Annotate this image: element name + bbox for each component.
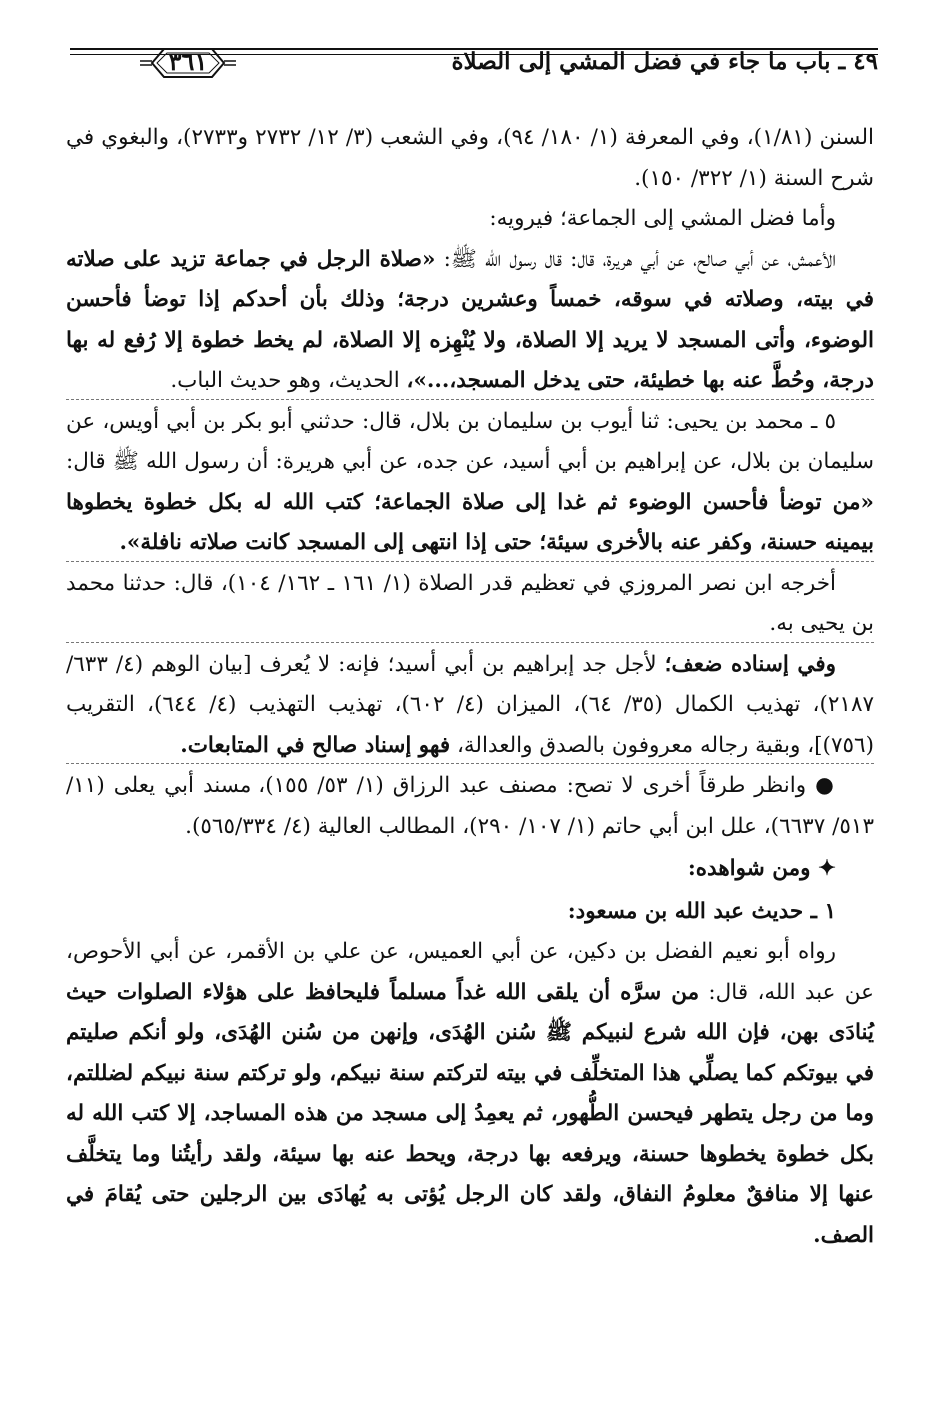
heading-supporting-evidence (66, 849, 874, 890)
page-header (70, 44, 878, 88)
bold-text-segment: «صلاة الرجل في جماعة تزيد على صلاته في بيته، وصلاته في سوقه، خمساً وعشرين درجة؛ وذلك بأن أحدكم إذا توضأ فأحسن الوضوء، وأتى المسجد لا يريد إلا الصلاة، ولا يُنْهِزه إلا الصلاة، لم يخط خطوة إلا رُفع له بها درجة، وحُطَّ عنه بها خطيئة، حتى يدخل المسجد،...»، (66, 246, 874, 393)
text-segment: لأجل جد إبراهيم بن أبي أسيد؛ فإنه: لا يُعرف [بيان الوهم (٤/ ٦٣٣/ ٢١٨٧)، تهذيب الكمال (٣٥/ ٦٤)، الميزان (٤/ ٦٠٢)، تهذيب التهذيب (٤/ ٦٤٤)، التقريب (٧٥٦)]، وبقية رجاله معروفون بالصدق والعدالة، (66, 651, 875, 758)
text-segment: السنن (١/٨١)، وفي المعرفة (١/ ١٨٠/ ٩٤)، وفي الشعب (٣/ ١٢/ ٢٧٣٢ و٢٧٣٣)، والبغوي في شرح السنة (١/ ٣٢٢/ ١٥٠). (66, 125, 875, 191)
paragraph-ibn-masud-hadith (66, 932, 874, 1256)
text-segment: أخرجه ابن نصر المروزي في تعظيم قدر الصلاة (١/ ١٦١ ـ ١٦٢/ ١٠٤)، قال: حدثنا محمد بن يحيى به. (66, 570, 874, 636)
header-rule (70, 48, 878, 50)
bold-text-segment: ١ ـ حديث عبد الله بن مسعود: (567, 898, 836, 924)
bold-text-segment: ✦ ومن شواهده: (687, 856, 836, 881)
text-segment: وأما فضل المشي إلى الجماعة؛ فيرويه: (489, 206, 836, 231)
paragraph-takhrij (66, 564, 874, 645)
text-segment: الحديث، وهو حديث الباب. (170, 368, 407, 393)
bold-text-segment: وفي إسناده ضعف؛ (664, 651, 837, 677)
paragraph-isnad-weakness (66, 645, 874, 767)
text-segment: ٥ ـ محمد بن يحيى: ثنا أيوب بن سليمان بن بلال، قال: حدثني أبو بكر بن أبي أويس، عن سليمان بن بلال، عن إبراهيم بن أبي أسيد، عن جده، عن أبي هريرة: أن رسول الله ﷺ قال: (66, 408, 874, 474)
page-body (66, 118, 874, 1256)
header-rule-thin (70, 54, 878, 55)
bold-text-segment: فهو إسناد صالح في المتابعات. (180, 732, 451, 758)
bold-text-segment: من سرَّه أن يلقى الله غداً مسلماً فليحافظ على هؤلاء الصلوات حيث يُنادَى بهن، فإن الله شرع لنبيكم ﷺ سُنن الهُدَى، وإنهن من سُنن الهُدَى، ولو أنكم صليتم في بيوتكم كما يصلِّي هذا المتخلِّف في بيته لتركتم سنة نبيكم، ولو تركتم سنة نبيكم لضللتم، وما من رجل يتطهر فيحسن الطُّهور، ثم يعمِدُ إلى مسجد من هذه المساجد، إلا كتب الله له بكل خطوة يخطوها حسنة، ويرفعه بها درجة، ويحط عنه بها سيئة، ولقد رأيتُنا وما يتخلَّف عنها إلا منافقٌ معلومُ النفاق، ولقد كان الرجل يُؤتى به يُهادَى بين الرجلين حتى يُقامَ في الصف. (66, 979, 874, 1248)
chapter-title: ٤٩ ـ باب ما جاء في فضل المشي إلى الصلاة (451, 48, 878, 75)
paragraph-walking-intro (66, 199, 874, 240)
page-number-frame (140, 45, 236, 81)
text-segment: الأعمش، عن أبي صالح، عن أبي هريرة، قال: قال رسول الله ﷺ: (435, 246, 837, 272)
bold-text-segment: «من توضأ فأحسن الوضوء ثم غدا إلى صلاة الجماعة؛ كتب الله له بكل خطوة يخطوها بيمينه حسنة، وكفر عنه بالأخرى سيئة؛ حتى إذا انتهى إلى المسجد كانت صلاته نافلة». (66, 489, 874, 555)
text-segment: رواه أبو نعيم الفضل بن دكين، عن أبي العميس، عن علي بن الأقمر، عن أبي الأحوص، عن عبد الله، قال: (66, 939, 874, 1005)
heading-ibn-masud (66, 892, 874, 933)
paragraph-narration-5 (66, 402, 874, 564)
paragraph-citation-continued (66, 118, 874, 199)
paragraph-other-routes (66, 766, 874, 847)
text-segment: ● وانظر طرقاً أخرى لا تصح: مصنف عبد الرزاق (١/ ٥٣/ ١٥٥)، مسند أبي يعلى (١١/ ٥١٣/ ٦٦٣٧)، علل ابن أبي حاتم (١/ ١٠٧/ ٢٩٠)، المطالب العالية (٤/ ٥٦٥/٣٣٤). (66, 773, 874, 839)
page-number: ٣٦١ (168, 47, 208, 76)
paragraph-hadith-abu-hurayrah (66, 240, 874, 402)
